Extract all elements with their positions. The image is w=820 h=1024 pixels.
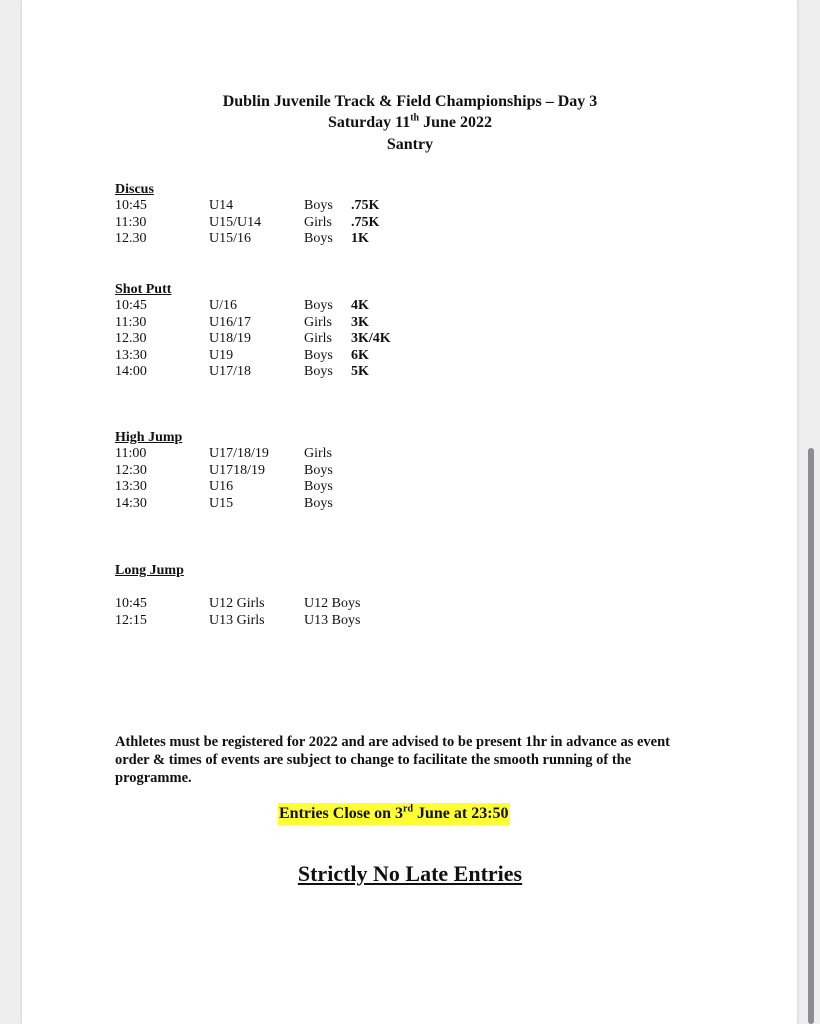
- gender: Boys: [304, 198, 333, 213]
- date-ordinal: th: [410, 112, 420, 124]
- age-group: U18/19: [209, 331, 251, 346]
- high-jump-section: [115, 430, 351, 512]
- age-group: U15/U14: [209, 214, 262, 230]
- age-group: U15/16: [209, 231, 251, 246]
- schedule-row: [115, 496, 351, 513]
- section-title: Long Jump: [115, 563, 184, 578]
- implement-weight: 3K/4K: [351, 331, 391, 346]
- schedule-row: [115, 215, 379, 232]
- schedule-row: [115, 613, 360, 630]
- schedule-row: [115, 198, 379, 215]
- age-group-girls: U13 Girls: [209, 612, 265, 628]
- document-title: Dublin Juvenile Track & Field Championships – Day 3: [222, 93, 598, 110]
- implement-weight: .75K: [351, 198, 380, 213]
- schedule-row: [115, 298, 391, 315]
- age-group: U15: [209, 495, 234, 511]
- age-group: U16/17: [209, 314, 251, 330]
- age-group: U14: [209, 198, 234, 213]
- gender: Girls: [304, 446, 332, 461]
- section-title: Discus: [115, 182, 154, 197]
- event-time: 11:30: [115, 314, 147, 330]
- gender: Girls: [304, 214, 332, 230]
- gender: Boys: [304, 462, 333, 478]
- age-group-boys: U13 Boys: [304, 612, 361, 628]
- event-time: 13:30: [115, 479, 147, 494]
- gender: Girls: [304, 314, 332, 330]
- schedule-row: [115, 446, 351, 463]
- registration-notice: Athletes must be registered for 2022 and are advised to be present 1hr in advance as event order & times of events are subject to change to facilitate the smooth running of the programme.: [115, 734, 671, 786]
- event-time: 10:45: [115, 596, 147, 611]
- event-time: 12:30: [115, 462, 147, 478]
- event-time: 12:15: [115, 612, 147, 628]
- schedule-row: [115, 596, 360, 613]
- no-late-entries-wrap: [0, 861, 820, 887]
- event-venue: Santry: [386, 136, 434, 153]
- age-group: U17/18: [209, 364, 251, 379]
- implement-weight: .75K: [351, 214, 380, 230]
- entries-close-banner: [278, 803, 510, 825]
- gender: Boys: [304, 347, 333, 363]
- event-time: 14:30: [115, 495, 147, 511]
- gender: Boys: [304, 479, 333, 494]
- age-group-boys: U12 Boys: [304, 596, 361, 611]
- age-group: U17/18/19: [209, 446, 269, 461]
- implement-weight: 1K: [351, 231, 369, 246]
- event-time: 12.30: [115, 231, 147, 246]
- event-date: [0, 112, 820, 133]
- schedule-row: [115, 479, 351, 496]
- implement-weight: 3K: [351, 314, 369, 330]
- gender: Boys: [304, 364, 333, 379]
- section-title: Shot Putt: [115, 282, 172, 297]
- schedule-row: [115, 231, 379, 248]
- shot-putt-section: [115, 282, 391, 381]
- event-time: 10:45: [115, 198, 147, 213]
- event-time: 13:30: [115, 347, 147, 363]
- schedule-row: [115, 364, 391, 381]
- gender: Boys: [304, 231, 333, 246]
- age-group-girls: U12 Girls: [209, 596, 265, 611]
- implement-weight: 6K: [351, 347, 369, 363]
- date-suffix: June 2022: [419, 114, 493, 131]
- age-group: U1718/19: [209, 462, 265, 478]
- section-title: High Jump: [115, 430, 183, 445]
- entries-prefix: Entries Close on 3: [279, 805, 403, 822]
- event-time: 12.30: [115, 331, 147, 346]
- schedule-row: [115, 331, 391, 348]
- implement-weight: 5K: [351, 364, 369, 379]
- long-jump-section: [115, 563, 360, 629]
- discus-section: [115, 182, 379, 248]
- schedule-row: [115, 315, 391, 332]
- gender: Girls: [304, 331, 332, 346]
- event-time: 14:00: [115, 364, 147, 379]
- date-prefix: Saturday 11: [327, 114, 411, 131]
- schedule-row: [115, 348, 391, 365]
- no-late-entries: Strictly No Late Entries: [297, 861, 523, 886]
- age-group: U19: [209, 347, 234, 363]
- event-time: 11:00: [115, 446, 147, 461]
- gender: Boys: [304, 298, 333, 313]
- vertical-scrollbar[interactable]: [808, 448, 814, 1024]
- schedule-row: [115, 463, 351, 480]
- gender: Boys: [304, 495, 333, 511]
- event-time: 11:30: [115, 214, 147, 230]
- age-group: U16: [209, 479, 234, 494]
- entries-suffix: June at 23:50: [413, 805, 509, 822]
- event-time: 10:45: [115, 298, 147, 313]
- age-group: U/16: [209, 298, 237, 313]
- implement-weight: 4K: [351, 298, 369, 313]
- entries-ordinal: rd: [403, 803, 413, 815]
